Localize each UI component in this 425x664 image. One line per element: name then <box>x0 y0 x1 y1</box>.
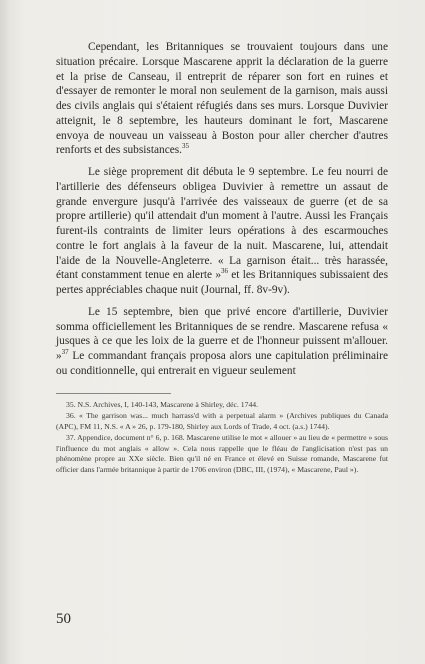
footnote-separator <box>56 393 171 394</box>
paragraph-2-text-cont: et les Britanniques subissaient des pertes appréciables chaque nuit (Journal, ff. 8v-9v). <box>56 269 388 296</box>
footnote-35: 35. N.S. Archives, I, 140-143, Mascarene à Shirley, déc. 1744. <box>66 399 259 409</box>
footnote-36: 36. « The garrison was... much harrass'd with a perpetual alarm » (Archives publiques du Canada (APC), FM 11, N.S. « A » 26, p. 179-180, Shirley aux Lords of Trade, 4 oct. (a.s.) 1744). <box>56 411 388 431</box>
paragraph-3-text-cont: Le commandant français proposa alors une capitulation préliminaire ou conditionnelle, qui entrerait en vigueur seulement <box>56 350 388 377</box>
footnote-37: 37. Appendice, document n° 6, p. 168. Mascarene utilise le mot « allouer » au lieu de « permettre » sous l'influence du mot anglais « allow ». Cela nous rappelle que le fléau de l'anglicisation n'est pas un phénomène propre au XXe siècle. Bien qu'il né en France et élevé en Suisse romande, Mascarene fut officier dans l'armée britannique à partir de 1706 environ (DBC, III, (1974), « Mascarene, Paul »). <box>56 433 388 475</box>
page-gutter-shadow <box>0 0 10 664</box>
paragraph-2-text: Le siège proprement dit débuta le 9 septembre. Le feu nourri de l'artillerie des défenseurs obligea Duvivier à remettre un assaut de grande envergure jusqu'à l'arrivée des vaisseaux de guerre (et de sa propre artillerie) qu'il attendait d'un moment à l'autre. Aussi les Français furent-ils contraints de limiter leurs opérations à des escarmouches contre le fort anglais à la faveur de la nuit. Mascarene, lui, attendait l'aide de la Nouvelle-Angleterre. « La garnison était... très harassée, étant constamment tenue en alerte » <box>56 166 388 282</box>
paragraph-3-text: Le 15 septembre, bien que privé encore d'artillerie, Duvivier somma officiellement les Britanniques de se rendre. Mascarene refusa « jusques à ce que les loix de la guerre et de l'honneur puissent m'allouer. » <box>56 305 388 362</box>
paragraph-1-text: Cependant, les Britanniques se trouvaient toujours dans une situation précaire. Lorsque Mascarene apprit la déclaration de la guerre et la prise de Canseau, il entreprit de réparer son fort en ruines et d'essayer de remonter le moral non seulement de la garnison, mais aussi des civils anglais qui s'étaient réfugiés dans ses murs. Lorsque Duvivier atteignit, le 8 septembre, les hauteurs dominant le fort, Mascarene envoya de nouveau un vaisseau à Boston pour aller chercher d'autres renforts et des subsistances. <box>56 41 388 157</box>
page-number: 50 <box>56 611 71 627</box>
page-content <box>56 40 388 477</box>
paragraph-2 <box>56 165 388 298</box>
footnote-ref-36: 36 <box>221 267 228 276</box>
paragraph-1 <box>56 40 388 158</box>
paragraph-3 <box>56 305 388 379</box>
footnote-ref-37: 37 <box>61 348 69 357</box>
footnotes <box>56 400 388 476</box>
footnote-ref-35: 35 <box>182 142 190 151</box>
